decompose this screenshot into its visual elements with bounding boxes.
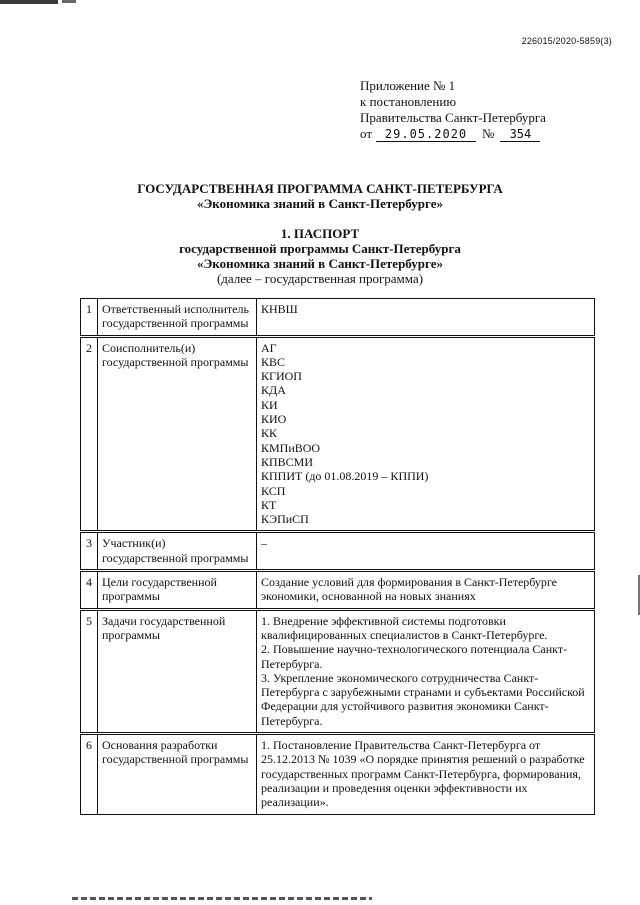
row-value-line: 3. Укрепление экономического сотрудничества Санкт-Петербурга с зарубежными странами и субъектами Российской Федерации для устойчивого развития экономики Санкт-Петербурга.	[261, 670, 585, 728]
decree-date: 29.05.2020	[376, 127, 476, 142]
row-value	[257, 299, 595, 337]
row-label: Основания разработки государственной программы	[98, 734, 257, 814]
passport-row	[81, 336, 595, 532]
row-value-line: КИ	[261, 397, 278, 412]
row-value-line: 2. Повышение научно-технологического потенциала Санкт-Петербурга.	[261, 642, 568, 671]
row-number: 5	[81, 609, 98, 733]
row-value-line: КППИТ (до 01.08.2019 – КППИ)	[261, 469, 429, 484]
row-value-line: КК	[261, 426, 278, 441]
row-number: 4	[81, 571, 98, 610]
appendix-line-3: Правительства Санкт-Петербурга	[360, 110, 546, 125]
passport-table	[80, 298, 595, 815]
passport-row	[81, 299, 595, 337]
row-value-line: 1. Постановление Правительства Санкт-Петербурга от 25.12.2013 № 1039 «О порядке принятия решений о разработке государственных программ Санкт-Петербурга, формирования, реализации и проведения оценки эффективности их реализации».	[261, 738, 585, 810]
document-code: 226015/2020-5859(3)	[521, 36, 612, 46]
row-value-line: 1. Внедрение эффективной системы подготовки квалифицированных специалистов в Санкт-Петербурге.	[261, 613, 548, 642]
program-title-line-2: «Экономика знаний в Санкт-Петербурге»	[196, 196, 444, 211]
appendix-line-1: Приложение № 1	[360, 78, 456, 93]
row-label: Участник(и) государственной программы	[98, 532, 257, 571]
date-prefix: от	[360, 126, 373, 141]
passport-row	[81, 609, 595, 733]
row-value-line: АГ	[261, 340, 277, 355]
row-value-line: КЭПиСП	[261, 512, 309, 527]
row-value-line: КТ	[261, 497, 277, 512]
program-title	[0, 181, 640, 211]
passport-table-body	[81, 299, 595, 815]
row-value	[257, 609, 595, 733]
row-value	[257, 734, 595, 814]
row-value-line: КИО	[261, 412, 287, 427]
passport-title	[0, 226, 640, 286]
row-number: 1	[81, 299, 98, 337]
appendix-block	[360, 78, 546, 142]
row-number: 3	[81, 532, 98, 571]
row-value-line: –	[261, 536, 267, 551]
row-label: Соисполнитель(и) государственной программы	[98, 336, 257, 532]
row-value	[257, 336, 595, 532]
passport-row	[81, 571, 595, 610]
scan-artifact-top	[0, 0, 58, 4]
row-value-line: КНВШ	[261, 302, 298, 316]
row-number: 2	[81, 336, 98, 532]
row-value-line: КВС	[261, 354, 286, 369]
passport-subtitle-1: государственной программы Санкт-Петербурга	[179, 241, 461, 256]
row-value	[257, 571, 595, 610]
row-value-line: КГИОП	[261, 369, 302, 384]
passport-row	[81, 734, 595, 814]
passport-subtitle-2: «Экономика знаний в Санкт-Петербурге»	[196, 256, 444, 271]
row-value-line: Создание условий для формирования в Санкт-Петербурге экономики, основанной на новых знаниях	[261, 575, 558, 604]
row-value	[257, 532, 595, 571]
row-number: 6	[81, 734, 98, 814]
scan-artifact-bottom	[72, 897, 372, 900]
row-value-line: КСП	[261, 483, 286, 498]
row-label: Цели государственной программы	[98, 571, 257, 610]
passport-row	[81, 532, 595, 571]
row-label: Задачи государственной программы	[98, 609, 257, 733]
row-value-line: КПВСМИ	[261, 454, 314, 469]
decree-number: 354	[500, 127, 540, 142]
number-prefix: №	[482, 126, 495, 141]
passport-subtitle-3: (далее – государственная программа)	[216, 271, 424, 286]
passport-heading: 1. ПАСПОРТ	[280, 226, 360, 241]
program-title-line-1: ГОСУДАРСТВЕННАЯ ПРОГРАММА САНКТ-ПЕТЕРБУРГА	[137, 181, 503, 196]
appendix-date-line	[360, 126, 546, 142]
row-value-line: КМПиВОО	[261, 440, 321, 455]
row-value-line: КДА	[261, 383, 286, 398]
row-label: Ответственный исполнитель государственной программы	[98, 299, 257, 337]
appendix-line-2: к постановлению	[360, 94, 457, 109]
